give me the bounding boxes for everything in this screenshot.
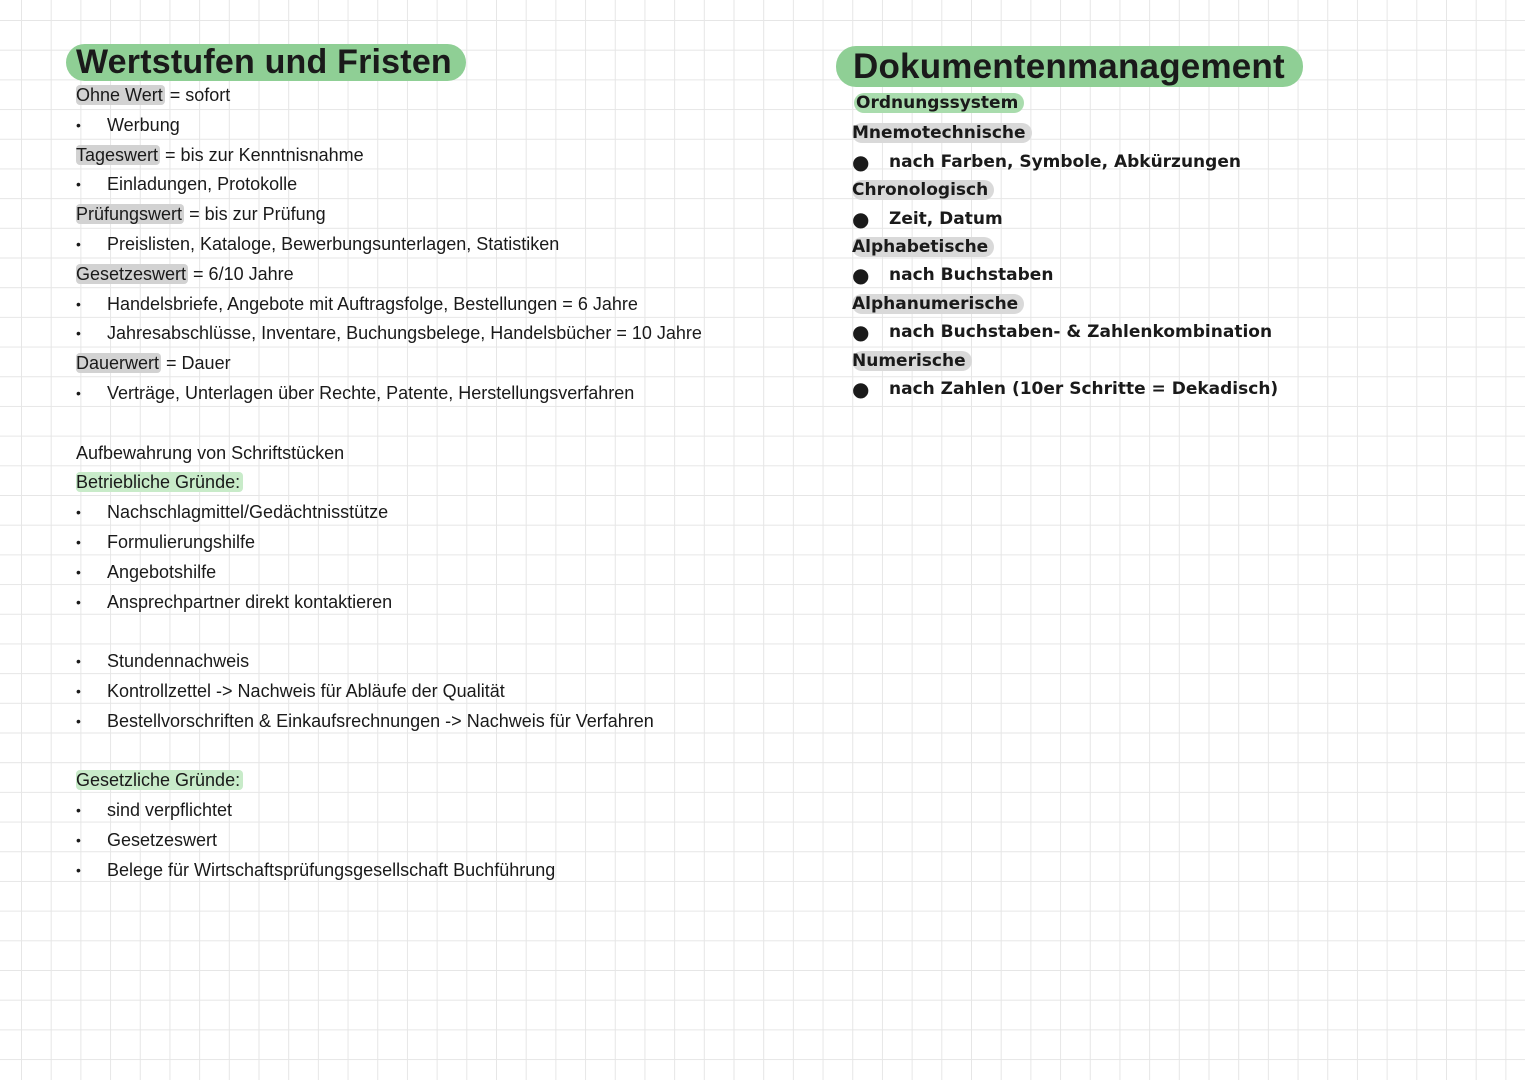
list-item: • Belege für Wirtschaftsprüfungsgesellschaft Buchführung bbox=[66, 856, 766, 886]
list-item: • Einladungen, Protokolle bbox=[66, 170, 766, 200]
numerische-line bbox=[836, 347, 1476, 375]
gesetzeswert-label: Gesetzeswert bbox=[76, 263, 187, 284]
section-title-dokumentenmanagement: Dokumentenmanagement bbox=[836, 46, 1303, 87]
list-item: ● nach Zahlen (10er Schritte = Dekadisch) bbox=[836, 375, 1476, 403]
bullet-icon: ● bbox=[852, 149, 870, 174]
bullet-icon: • bbox=[76, 831, 81, 848]
list-item: ● nach Farben, Symbole, Abkürzungen bbox=[836, 148, 1476, 176]
list-item: • Verträge, Unterlagen über Rechte, Patente, Herstellungsverfahren bbox=[66, 379, 766, 409]
list-item: • sind verpflichtet bbox=[66, 796, 766, 826]
gesetzeswert-line bbox=[66, 260, 766, 290]
bullet-icon: • bbox=[76, 504, 81, 521]
list-item: ● nach Buchstaben- & Zahlenkombination bbox=[836, 318, 1476, 346]
mnemotechnische-line bbox=[836, 119, 1476, 147]
ordnungssystem-line bbox=[836, 89, 1476, 117]
list-item: • Ansprechpartner direkt kontaktieren bbox=[66, 588, 766, 618]
dauerwert-label: Dauerwert bbox=[76, 353, 160, 374]
bullet-icon: • bbox=[76, 295, 81, 312]
gesetzliche-label: Gesetzliche Gründe: bbox=[76, 770, 243, 790]
pruefungswert-label: Prüfungswert bbox=[76, 204, 183, 225]
aufbewahrung-heading: Aufbewahrung von Schriftstücken bbox=[76, 442, 345, 463]
bullet-icon: • bbox=[76, 653, 81, 670]
bullet-icon: ● bbox=[852, 206, 870, 231]
list-item: • Kontrollzettel -> Nachweis für Abläufe der Qualität bbox=[66, 677, 766, 707]
list-item: • Gesetzeswert bbox=[66, 826, 766, 856]
list-item: • Stundennachweis bbox=[66, 647, 766, 677]
bullet-icon: ● bbox=[852, 376, 870, 401]
bullet-icon: • bbox=[76, 563, 81, 580]
list-item: • Preislisten, Kataloge, Bewerbungsunterlagen, Statistiken bbox=[66, 230, 766, 260]
section-label: Mnemotechnische bbox=[852, 123, 1032, 143]
tageswert-rest: = bis zur Kenntnisnahme bbox=[160, 144, 364, 165]
chronologisch-line bbox=[836, 176, 1476, 204]
list-item: • Nachschlagmittel/Gedächtnisstütze bbox=[66, 498, 766, 528]
list-item: • Angebotshilfe bbox=[66, 558, 766, 588]
ordnungssystem-label: Ordnungssystem bbox=[854, 93, 1024, 113]
section-label: Alphabetische bbox=[852, 237, 994, 257]
ohne-wert-label: Ohne Wert bbox=[76, 85, 163, 105]
bullet-icon: • bbox=[76, 712, 81, 729]
right-column bbox=[836, 46, 1476, 403]
tageswert-label: Tageswert bbox=[76, 144, 159, 165]
dauerwert-line bbox=[66, 349, 766, 379]
list-item: • Werbung bbox=[66, 111, 766, 141]
bullet-icon: • bbox=[76, 325, 81, 342]
list-item: • Handelsbriefe, Angebote mit Auftragsfolge, Bestellungen = 6 Jahre bbox=[66, 290, 766, 320]
bullet-icon: • bbox=[76, 384, 81, 401]
alphabetische-line bbox=[836, 233, 1476, 261]
gesetzliche-line bbox=[66, 766, 766, 796]
bullet-icon: • bbox=[76, 533, 81, 550]
list-item: • Bestellvorschriften & Einkaufsrechnungen -> Nachweis für Verfahren bbox=[66, 707, 766, 737]
bullet-icon: • bbox=[76, 593, 81, 610]
pruefungswert-rest: = bis zur Prüfung bbox=[184, 204, 326, 225]
bullet-icon: • bbox=[76, 682, 81, 699]
bullet-icon: • bbox=[76, 235, 81, 252]
bullet-icon: • bbox=[76, 176, 81, 193]
bullet-icon: • bbox=[76, 861, 81, 878]
ohne-wert-rest: = sofort bbox=[164, 85, 231, 105]
bullet-icon: ● bbox=[852, 263, 870, 288]
left-column bbox=[66, 44, 766, 886]
list-item: ● nach Buchstaben bbox=[836, 261, 1476, 289]
betriebliche-label: Betriebliche Gründe: bbox=[76, 472, 243, 492]
section-label: Chronologisch bbox=[852, 180, 994, 200]
ohne-wert-line bbox=[66, 81, 766, 111]
pruefungswert-line bbox=[66, 200, 766, 230]
bullet-icon: • bbox=[76, 802, 81, 819]
list-item: • Formulierungshilfe bbox=[66, 528, 766, 558]
betriebliche-line bbox=[66, 468, 766, 498]
list-item: • Jahresabschlüsse, Inventare, Buchungsbelege, Handelsbücher = 10 Jahre bbox=[66, 319, 766, 349]
list-item: ● Zeit, Datum bbox=[836, 205, 1476, 233]
bullet-icon: • bbox=[76, 116, 81, 133]
gesetzeswert-rest: = 6/10 Jahre bbox=[188, 263, 294, 284]
alphanumerische-line bbox=[836, 290, 1476, 318]
tageswert-line bbox=[66, 141, 766, 171]
section-label: Alphanumerische bbox=[852, 294, 1024, 314]
bullet-icon: ● bbox=[852, 320, 870, 345]
section-title-wertstufen: Wertstufen und Fristen bbox=[66, 44, 466, 81]
dauerwert-rest: = Dauer bbox=[161, 353, 231, 374]
section-label: Numerische bbox=[852, 351, 972, 371]
